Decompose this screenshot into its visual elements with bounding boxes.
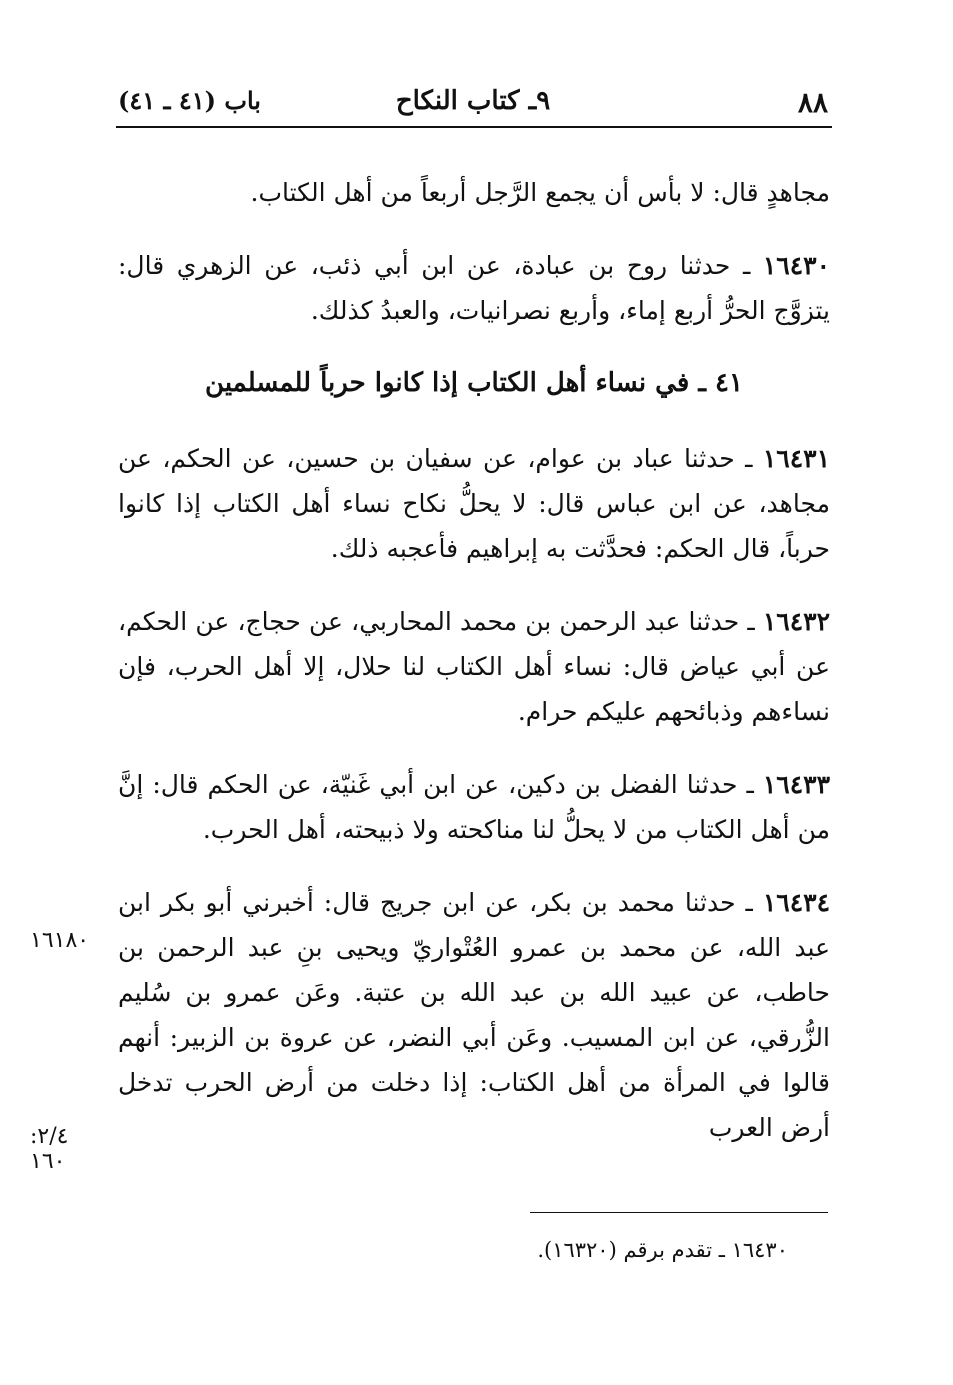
hadith-16431 — [118, 436, 830, 571]
hadith-number: ١٦٤٣٤ — [762, 888, 830, 917]
margin-reference-1: ١٦١٨٠ — [30, 928, 90, 953]
hadith-number: ١٦٤٣٣ — [762, 770, 830, 799]
hadith-text: ـ حدثنا روح بن عبادة، عن ابن أبي ذئب، عن الزهري قال: يتزوَّج الحرُّ أربع إماء، وأربع نصرانيات، والعبدُ كذلك. — [118, 251, 830, 325]
hadith-16434 — [118, 880, 830, 1150]
footnote-rule — [530, 1212, 828, 1213]
chapter-reference: باب (٤١ ـ ٤١) — [118, 86, 261, 115]
header-rule — [116, 126, 832, 128]
paragraph-continuation — [118, 170, 830, 215]
hadith-16433 — [118, 762, 830, 852]
hadith-number: ١٦٤٣٠ — [762, 251, 830, 280]
section-heading: ٤١ ـ في نساء أهل الكتاب إذا كانوا حرباً للمسلمين — [205, 368, 743, 398]
hadith-16430 — [118, 243, 830, 333]
page-number: ٨٨ — [797, 86, 828, 119]
margin-reference-2: ٢/٤: ١٦٠ — [30, 1124, 69, 1174]
running-header — [118, 86, 828, 122]
hadith-text: ـ حدثنا عبد الرحمن بن محمد المحاربي، عن حجاج، عن الحكم، عن أبي عياض قال: نساء أهل الكتاب لنا حلال، إلا أهل الحرب، فإن نساءهم وذبائحهم عليكم حرام. — [118, 607, 830, 726]
hadith-text: ـ حدثنا الفضل بن دكين، عن ابن أبي غَنيّة، عن الحكم قال: إنَّ من أهل الكتاب من لا يحلُّ لنا مناكحته ولا ذبيحته، أهل الحرب. — [118, 770, 830, 844]
hadith-number: ١٦٤٣١ — [762, 444, 830, 473]
main-text — [118, 170, 830, 1178]
hadith-text: ـ حدثنا عباد بن عوام، عن سفيان بن حسين، عن الحكم، عن مجاهد، عن ابن عباس قال: لا يحلُّ نكاح نساء أهل الكتاب إذا كانوا حرباً، قال الحكم: فحدَّثت به إبراهيم فأعجبه ذلك. — [118, 444, 830, 563]
footnote: ١٦٤٣٠ ـ تقدم برقم (١٦٣٢٠). — [537, 1238, 788, 1262]
book-title: ٩ـ كتاب النكاح — [395, 86, 551, 116]
hadith-number: ١٦٤٣٢ — [762, 607, 830, 636]
paragraph-text: مجاهدٍ قال: لا بأس أن يجمع الرَّجل أربعاً من أهل الكتاب. — [250, 178, 830, 207]
hadith-16432 — [118, 599, 830, 734]
hadith-text: ـ حدثنا محمد بن بكر، عن ابن جريج قال: أخبرني أبو بكر ابن عبد الله، عن محمد بن عمرو العُتْواريّ ويحيى بنِ عبد الرحمن بن حاطب، عن عبيد الله بن عبد الله بن عتبة. وعَن عمرو بن سُليم الزُّرقي، عن ابن المسيب. وعَن أبي النضر، عن عروة بن الزبير: أنهم قالوا في المرأة من أهل الكتاب: إذا دخلت من أرض الحرب تدخل أرض العرب — [118, 888, 830, 1142]
